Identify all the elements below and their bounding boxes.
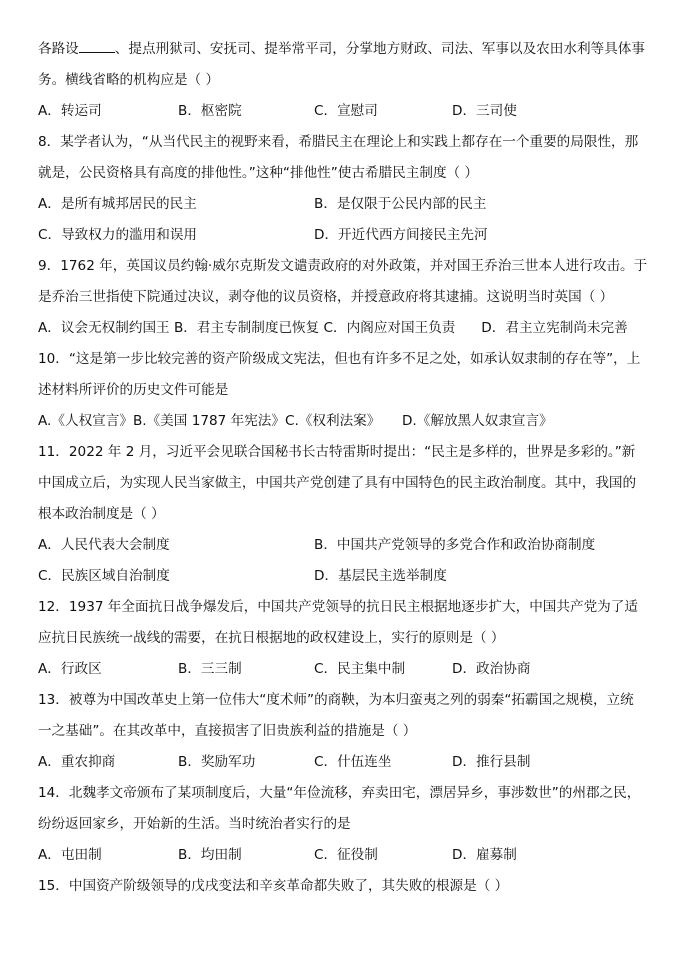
question-9-options: A．议会无权制约国王 B．君主专制制度已恢复 C．内阁应对国王负责 D．君主立宪制尚未完善 [38, 320, 628, 336]
question-15-line-1: 15．中国资产阶级领导的戊戌变法和辛亥革命都失败了，其失败的根源是（ ） [38, 878, 509, 894]
option-d: D．开近代西方间接民主先河 [314, 227, 488, 243]
option-b: B．是仅限于公民内部的民主 [314, 196, 487, 212]
option-a: A．人民代表大会制度 [38, 537, 170, 553]
question-12-line-2: 应抗日民族统一战线的需要，在抗日根据地的政权建设上，实行的原则是（ ） [38, 630, 505, 646]
option-b: B．枢密院 [178, 103, 242, 119]
question-11-options-row-1 [38, 530, 648, 561]
question-14-options [38, 840, 648, 871]
option-c: C．民主集中制 [314, 661, 406, 677]
option-b: B．中国共产党领导的多党合作和政治协商制度 [314, 537, 596, 553]
question-9-line-1: 9．1762 年，英国议员约翰·威尔克斯发文谴责政府的对外政策，并对国王乔治三世本人进行攻击。于 [38, 258, 648, 274]
question-8-line-2: 就是，公民资格具有高度的排他性。”这种“排他性”使古希腊民主制度（ ） [38, 165, 479, 181]
question-7-line-1: 各路设 、提点刑狱司、安抚司、提举常平司，分掌地方财政、司法、军事以及农田水利等具体事 [38, 34, 648, 65]
option-a: A．是所有城邦居民的民主 [38, 196, 197, 212]
option-c: C．导致权力的滥用和误用 [38, 227, 198, 243]
question-12-options [38, 654, 648, 685]
question-12-line-1: 12．1937 年全面抗日战争爆发后，中国共产党领导的抗日民主根据地逐步扩大，中国共产党为了适 [38, 599, 638, 615]
question-13-options [38, 747, 648, 778]
option-c: C．什伍连坐 [314, 754, 392, 770]
option-d: D．政治协商 [452, 661, 531, 677]
option-b: B．均田制 [178, 847, 242, 863]
question-10-line-2: 述材料所评价的历史文件可能是 [38, 382, 229, 398]
question-10-options: A.《人权宣言》B.《美国 1787 年宪法》C.《权利法案》 D.《解放黑人奴隶宣言》 [38, 413, 553, 429]
option-a: A．行政区 [38, 661, 102, 677]
question-8-options-row-2 [38, 220, 648, 251]
option-c: C．征役制 [314, 847, 378, 863]
question-11-line-1: 11．2022 年 2 月，习近平会见联合国秘书长古特雷斯时提出：“民主是多样的，世界是多彩的。”新 [38, 444, 636, 460]
question-14-line-1: 14．北魏孝文帝颁布了某项制度后，大量“年俭流移，弃卖田宅，漂居异乡，事涉数世”的州郡之民， [38, 785, 641, 801]
question-8-line-1: 8．某学者认为，“从当代民主的视野来看，希腊民主在理论上和实践上都存在一个重要的局限性，那 [38, 134, 639, 150]
option-c: C．宣慰司 [314, 103, 378, 119]
option-a: A．重农抑商 [38, 754, 116, 770]
option-d: D．基层民主选举制度 [314, 568, 447, 584]
question-8-options-row-1 [38, 189, 648, 220]
question-14-line-2: 纷纷返回家乡，开始新的生活。当时统治者实行的是 [38, 816, 351, 832]
option-d: D．雇募制 [452, 847, 517, 863]
question-13-line-1: 13．被尊为中国改革史上第一位伟大“度术师”的商鞅，为本归蛮夷之列的弱秦“拓霸国之规模，立统 [38, 692, 634, 708]
option-c: C．民族区域自治制度 [38, 568, 170, 584]
option-b: B．奖励军功 [178, 754, 256, 770]
answer-blank [79, 36, 115, 53]
option-b: B．三三制 [178, 661, 242, 677]
question-11-line-2: 中国成立后，为实现人民当家做主，中国共产党创建了具有中国特色的民主政治制度。其中，我国的 [38, 475, 637, 491]
question-13-line-2: 一之基础”。在其改革中，直接损害了旧贵族利益的措施是（ ） [38, 723, 417, 739]
question-11-line-3: 根本政治制度是（ ） [38, 506, 165, 522]
option-a: A．屯田制 [38, 847, 102, 863]
option-a: A．转运司 [38, 103, 102, 119]
question-9-line-2: 是乔治三世指使下院通过决议，剥夺他的议员资格，并授意政府将其逮捕。这说明当时英国（ ） [38, 289, 614, 305]
question-10-line-1: 10．“这是第一步比较完善的资产阶级成文宪法，但也有许多不足之处，如承认奴隶制的存在等”，上 [38, 351, 641, 367]
question-7-line-2: 务。横线省略的机构应是（ ） [38, 72, 220, 88]
question-11-options-row-2 [38, 561, 648, 592]
option-d: D．推行县制 [452, 754, 531, 770]
question-7-options [38, 96, 648, 127]
option-d: D．三司使 [452, 103, 517, 119]
